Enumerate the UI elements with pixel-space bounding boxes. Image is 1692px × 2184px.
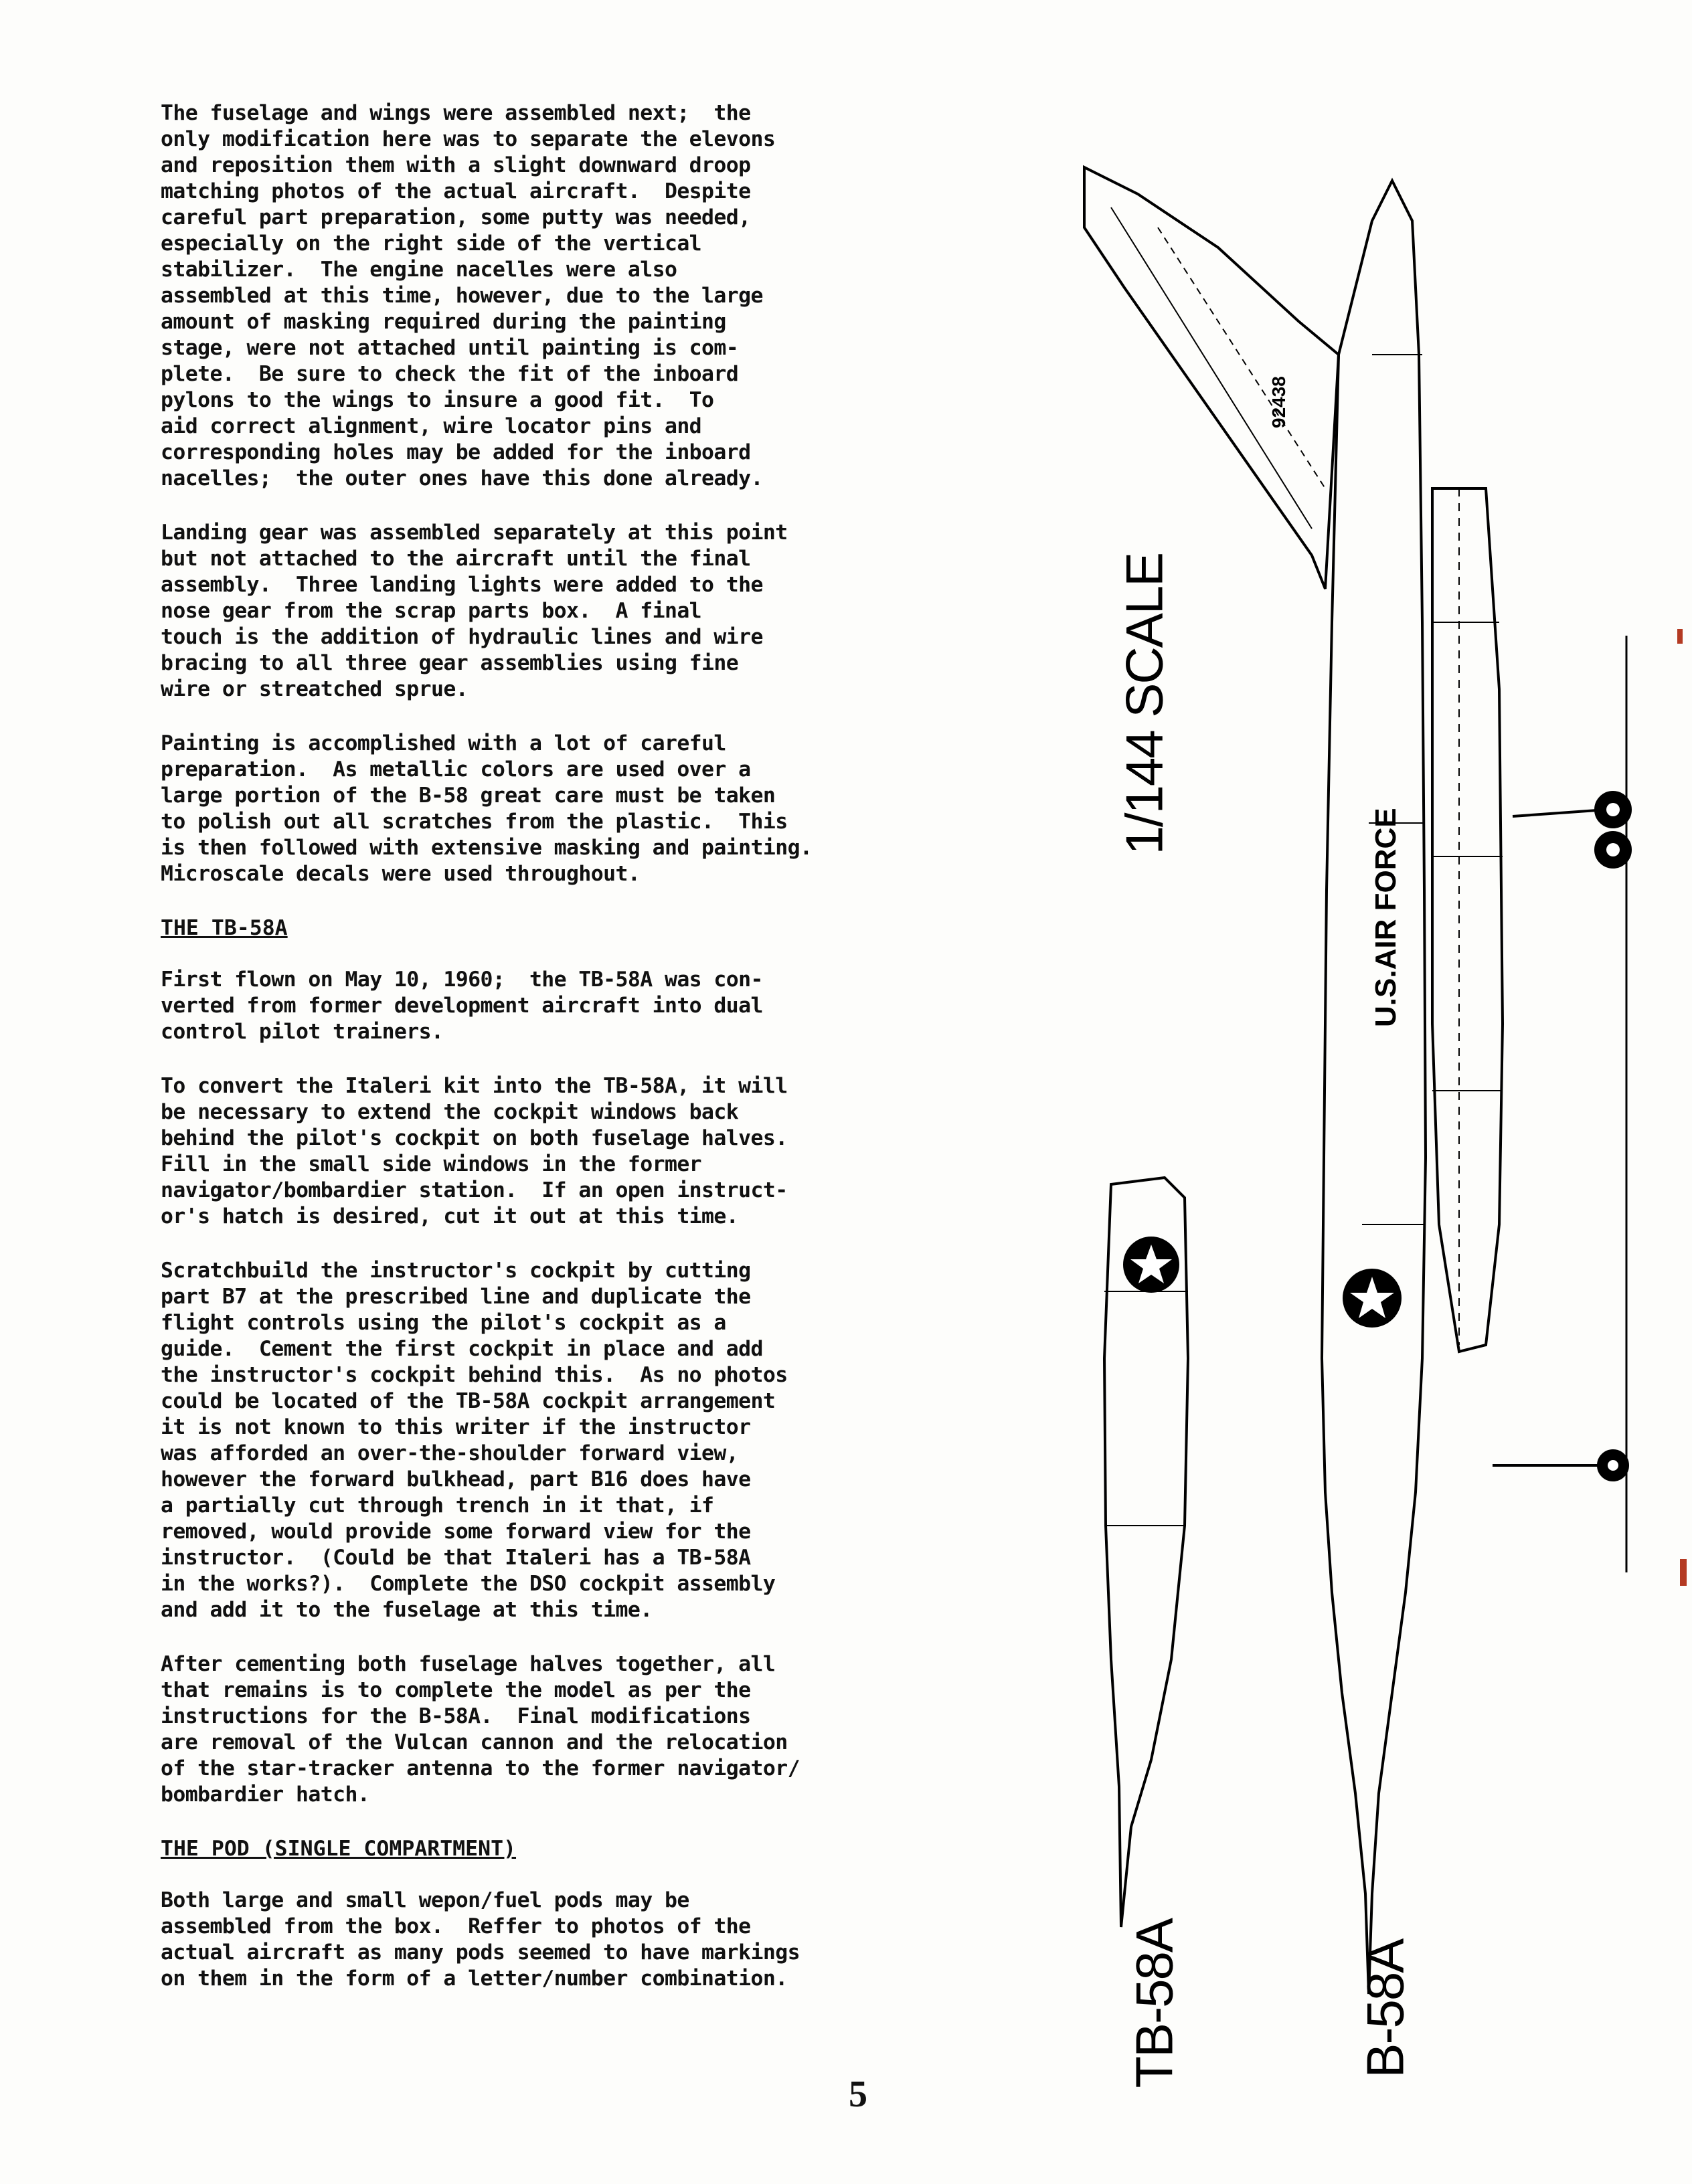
b58a-nose-gear xyxy=(1493,1451,1628,1480)
b58a-fuselage xyxy=(1322,181,1426,1994)
b58a-wing xyxy=(1084,167,1339,589)
scale-label: 1/144 SCALE xyxy=(1114,553,1174,855)
paragraph-pods: Both large and small wepon/fuel pods may be assembled from the box. Reffer to photos of the actual aircraft as many pods seemed to have markings on them in the form of a letter/number combination. xyxy=(161,1888,800,1991)
paragraph-assembly: The fuselage and wings were assembled next; the only modification here was to separate the elevons and reposition them with a slight downward droop matching photos of the actual aircraft. Despite careful part preparation, some putty was needed, especially on the right side of the vertical stabilizer. The engine nacelles were also assembled at this time, however, due to the large amount of masking required during the painting stage, were not attached until painting is com- plete. Be sure to check the fit of the inboard pylons to the wings to insure a good fit. To aid correct alignment, wire locator pins and corresponding holes may be added for the inboard nacelles; the outer ones have this done already. xyxy=(161,101,776,490)
b58a-insignia xyxy=(1344,1270,1400,1326)
paragraph-scratchbuild: Scratchbuild the instructor's cockpit by cutting part B7 at the prescribed line and duplicate the flight controls using the pilot's cockpit as a guide. Cement the first cockpit in place and add the instructor's cockpit behind this. As no photos could be located of the TB-58A cockpit arrangement it is not known to this writer if the instructor was afforded an over-the-shoulder forward view, however the forward bulkhead, part B16 does have a partially cut through trench in it that, if removed, would provide some forward view for the instructor. (Could be that Italeri has a TB-58A in the works?). Complete the DSO cockpit assembly and add it to the fuselage at this time. xyxy=(161,1259,788,1622)
paragraph-landing-gear: Landing gear was assembled separately at this point but not attached to the aircraft until the final assembly. Three landing lights were added to the nose gear from the scrap parts box. A final touch is the addition of hydraulic lines and wire bracing to all three gear assemblies using fine wire or streatched sprue. xyxy=(161,521,788,701)
page-number: 5 xyxy=(849,2074,867,2115)
aircraft-drawing xyxy=(1058,154,1660,2081)
b58a-pod xyxy=(1432,488,1503,1352)
paragraph-after-cementing: After cementing both fuselage halves together, all that remains is to complete the model as per the instructions for the B-58A. Final modifications are removal of the Vulcan cannon and the relocation of the star-tracker antenna to the former navigator/ bombardier hatch. xyxy=(161,1652,800,1807)
paragraph-convert: To convert the Italeri kit into the TB-58A, it will be necessary to extend the cockpit windows back behind the pilot's cockpit on both fuselage halves. Fill in the small side windows in the former navigator/bombardier station. If an open instruct- or's hatch is desired, cut it out at this time. xyxy=(161,1074,788,1228)
heading-tb58a: THE TB-58A xyxy=(161,916,288,940)
edge-mark-bottom xyxy=(1680,1559,1687,1586)
b58a-main-gear xyxy=(1513,792,1630,867)
tb58a-insignia xyxy=(1124,1238,1178,1291)
edge-mark-top xyxy=(1677,629,1683,644)
tail-number: 92438 xyxy=(1268,376,1289,428)
article-text-column xyxy=(161,100,863,2020)
heading-pod: THE POD (SINGLE COMPARTMENT) xyxy=(161,1837,517,1861)
paragraph-painting: Painting is accomplished with a lot of careful preparation. As metallic colors are used over a large portion of the B-58 great care must be taken to polish out all scratches from the plastic. This is then followed with extensive masking and painting. Microscale decals were used throughout. xyxy=(161,731,813,886)
b58a-label: B-58A xyxy=(1355,1939,1415,2078)
fuselage-marking: U.S.AIR FORCE xyxy=(1369,808,1402,1027)
tb58a-label: TB-58A xyxy=(1124,1919,1184,2088)
paragraph-first-flown: First flown on May 10, 1960; the TB-58A was con- verted from former development aircraft into dual control pilot trainers. xyxy=(161,968,763,1044)
